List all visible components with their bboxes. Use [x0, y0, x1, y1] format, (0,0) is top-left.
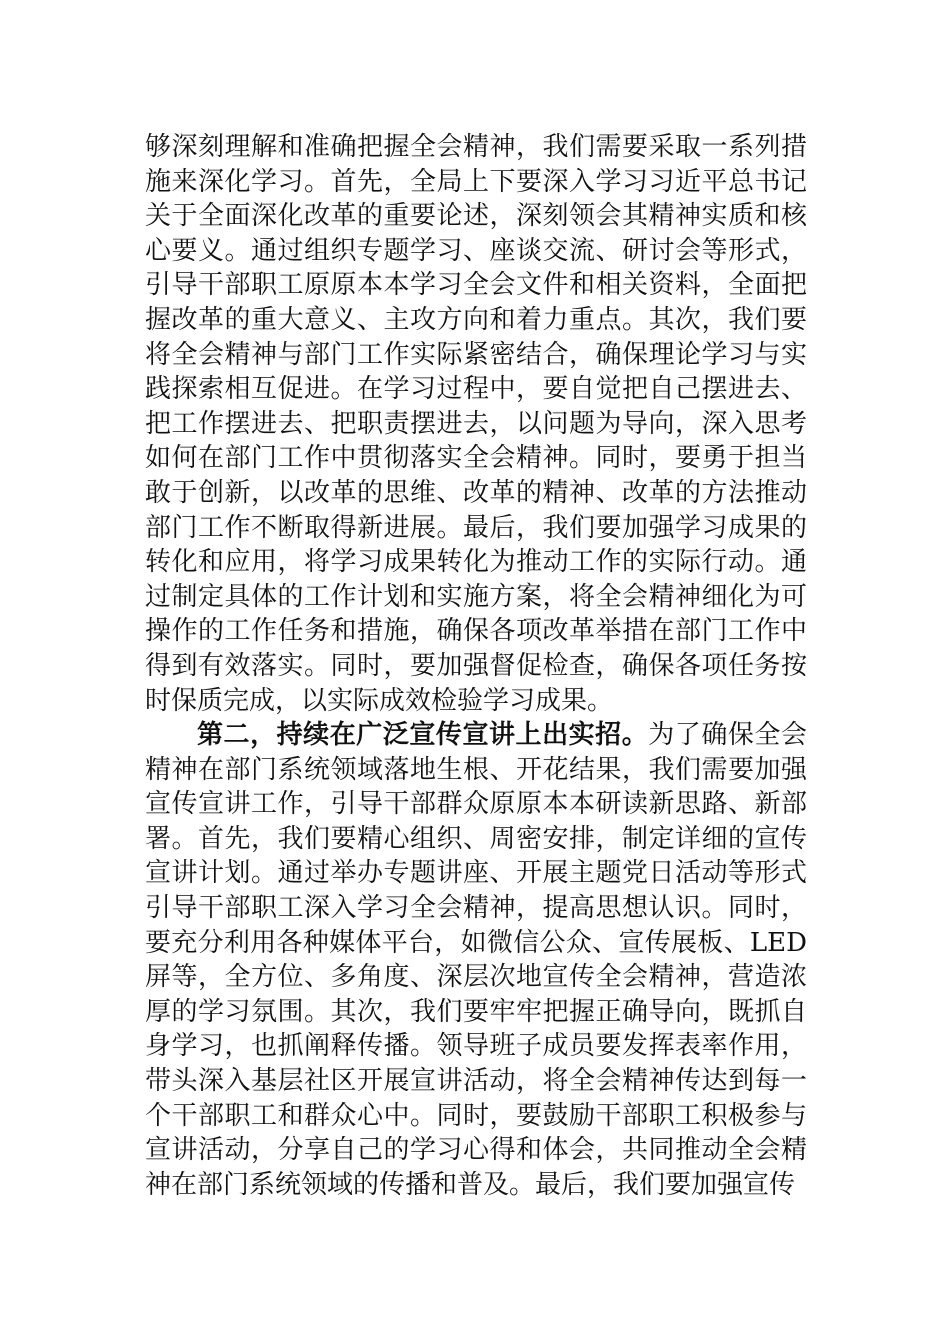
paragraph-text: 为了确保全会精神在部门系统领域落地生根、开花结果，我们需要加强宣传宣讲工作，引导干部群众原原本本研读新思路、新部署。首先，我们要精心组织、周密安排，制定详细的宣传宣讲计划。通过举办专题讲座、开展主题党日活动等形式引导干部职工深入学习全会精神，提高思想认识。同时，要充分利用各种媒体平台，如微信公众、宣传展板、LED屏等，全方位、多角度、深层次地宣传全会精神，营造浓厚的学习氛围。其次，我们要牢牢把握正确导向，既抓自身学习，也抓阐释传播。领导班子成员要发挥表率作用，带头深入基层社区开展宣讲活动，将全会精神传达到每一个干部职工和群众心中。同时，要鼓励干部职工积极参与宣讲活动，分享自己的学习心得和体会，共同推动全会精神在部门系统领域的传播和普及。最后，我们要加强宣传 — [145, 720, 807, 1200]
paragraph-second-point — [145, 718, 807, 1202]
paragraph-continued-study — [145, 130, 807, 718]
paragraph-text: 够深刻理解和准确把握全会精神，我们需要采取一系列措施来深化学习。首先，全局上下要深入学习习近平总书记关于全面深化改革的重要论述，深刻领会其精神实质和核心要义。通过组织专题学习、座谈交流、研讨会等形式，引导干部职工原原本本学习全会文件和相关资料，全面把握改革的重大意义、主攻方向和着力重点。其次，我们要将全会精神与部门工作实际紧密结合，确保理论学习与实践探索相互促进。在学习过程中，要自觉把自己摆进去、把工作摆进去、把职责摆进去，以问题为导向，深入思考如何在部门工作中贯彻落实全会精神。同时，要勇于担当敢于创新，以改革的思维、改革的精神、改革的方法推动部门工作不断取得新进展。最后，我们要加强学习成果的转化和应用，将学习成果转化为推动工作的实际行动。通过制定具体的工作计划和实施方案，将全会精神细化为可操作的工作任务和措施，确保各项改革举措在部门工作中得到有效落实。同时，要加强督促检查，确保各项任务按时保质完成，以实际成效检验学习成果。 — [145, 132, 807, 716]
paragraph-lead-heading: 第二，持续在广泛宣传宣讲上出实招。 — [197, 720, 649, 751]
document-body — [145, 130, 807, 1202]
